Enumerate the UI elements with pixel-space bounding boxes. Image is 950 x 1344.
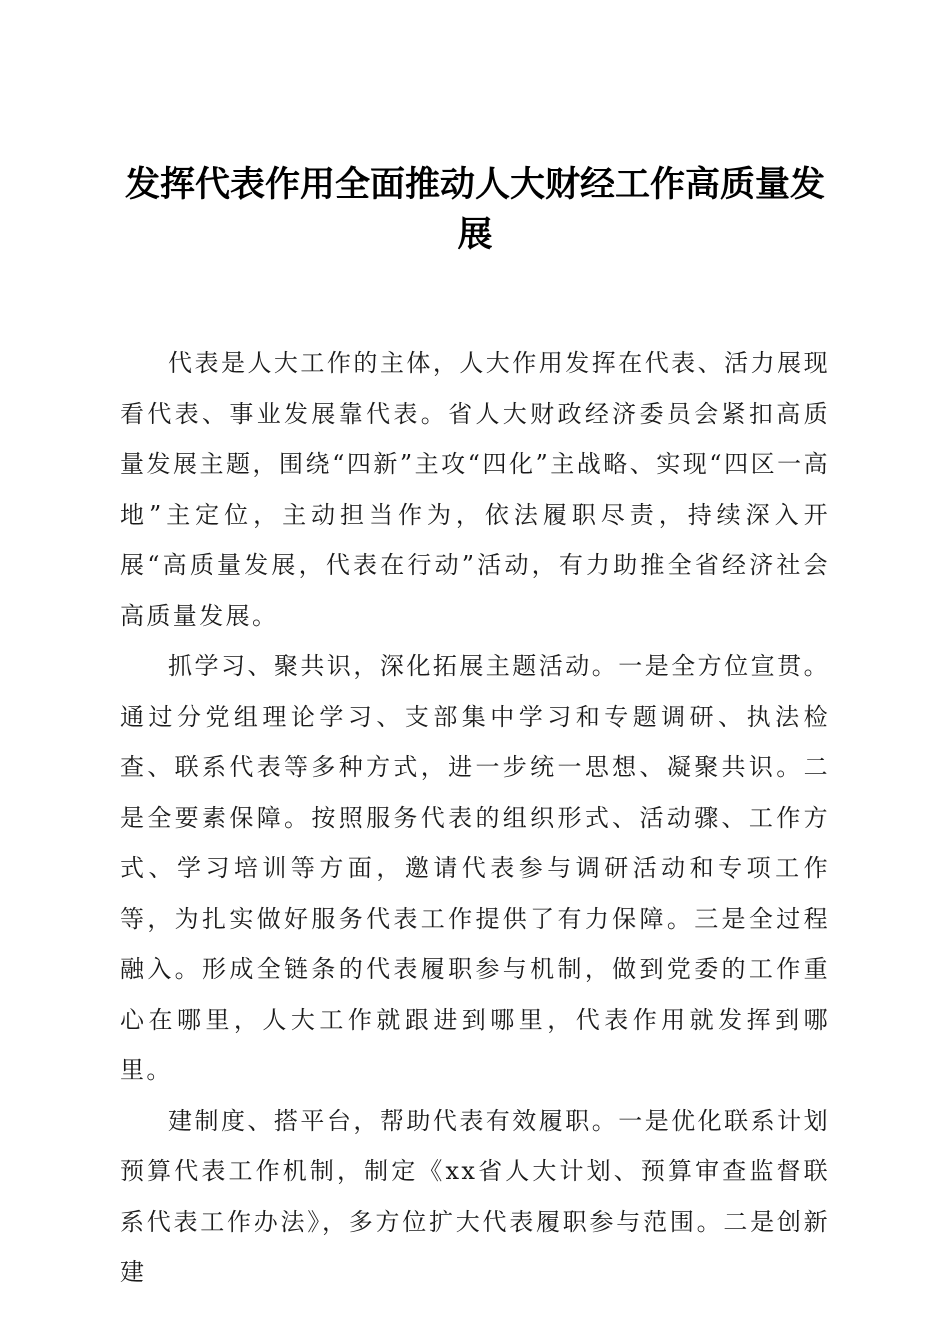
paragraph-system-platform: 建制度、搭平台，帮助代表有效履职。一是优化联系计划预算代表工作机制，制定《xx省人大计划、预算审查监督联系代表工作办法》，多方位扩大代表履职参与范围。二是创新建 xyxy=(120,1106,830,1286)
paragraph-study-consensus: 抓学习、聚共识，深化拓展主题活动。一是全方位宣贯。通过分党组理论学习、支部集中学习和专题调研、执法检查、联系代表等多种方式，进一步统一思想、凝聚共识。二是全要素保障。按照服务代表的组织形式、活动骤、工作方式、学习培训等方面，邀请代表参与调研活动和专项工作等，为扎实做好服务代表工作提供了有力保障。三是全过程融入。形成全链条的代表履职参与机制，做到党委的工作重心在哪里，人大工作就跟进到哪里，代表作用就发挥到哪里。 xyxy=(120,652,830,1084)
paragraph-intro: 代表是人大工作的主体，人大作用发挥在代表、活力展现看代表、事业发展靠代表。省人大财政经济委员会紧扣高质量发展主题，围绕“四新”主攻“四化”主战略、实现“四区一高地”主定位，主动担当作为，依法履职尽责，持续深入开展“高质量发展，代表在行动”活动，有力助推全省经济社会高质量发展。 xyxy=(120,349,830,630)
document-body xyxy=(120,338,830,1298)
document-title: 发挥代表作用全面推动人大财经工作高质量发展 xyxy=(124,164,825,255)
